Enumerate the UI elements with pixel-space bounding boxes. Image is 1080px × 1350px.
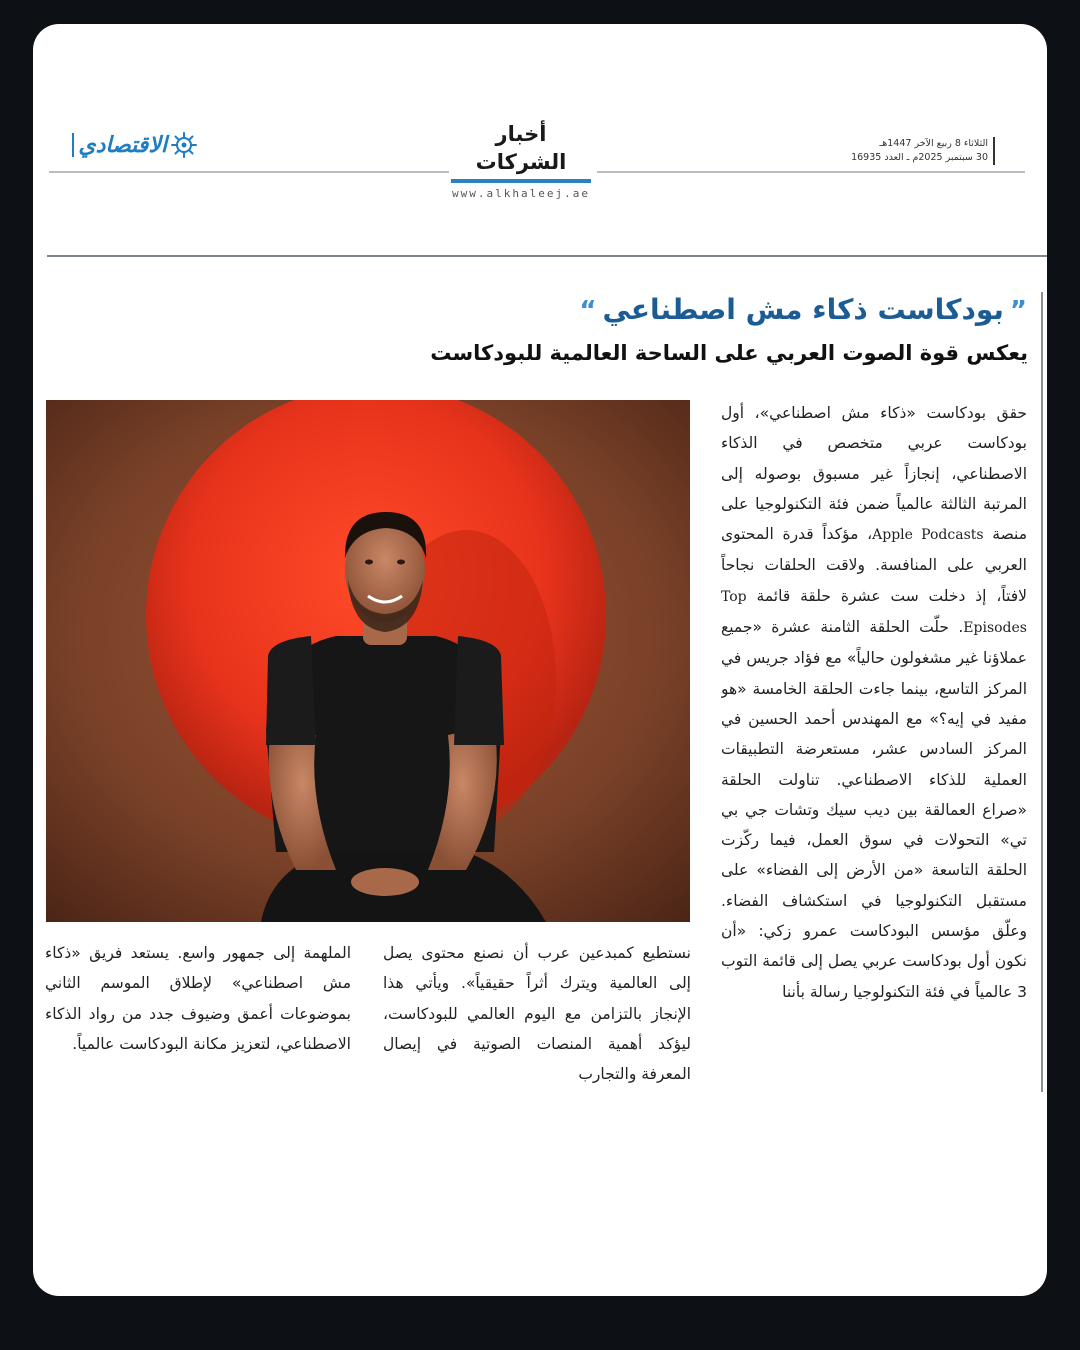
article-subheadline: يعكس قوة الصوت العربي على الساحة العالمية للبودكاست	[430, 341, 1028, 365]
section-title: أخبار الشركات	[451, 120, 591, 183]
site-url: www.alkhaleej.ae	[452, 187, 590, 200]
column-divider	[1041, 292, 1043, 1092]
newspaper-page	[33, 24, 1047, 1296]
gregorian-date-issue: 30 سبتمبر 2025م ـ العدد 16935	[851, 152, 988, 163]
hijri-date: الثلاثاء 8 ربيع الآخر 1447هـ	[879, 138, 988, 149]
article-photo	[46, 400, 690, 922]
masthead-divider	[47, 255, 1047, 257]
logo	[72, 132, 197, 158]
column-right-part-2: ، مؤكداً قدرة المحتوى العربي على المنافسة. ولاقت الحلقات نجاحاً لافتاً، إذ دخلت ست عشرة حلقة قائمة	[721, 525, 1027, 605]
article-column-left: الملهمة إلى جمهور واسع. يستعد فريق «ذكاء مش اصطناعي» لإطلاق الموسم الثاني بموضوعات أعمق وضيوف جدد من رواد الذكاء الاصطناعي، لتعزيز مكانة البودكاست عالمياً.	[45, 944, 351, 1053]
column-right-part-3: . حلّت الحلقة الثامنة عشرة «جميع عملاؤنا غير مشغولون حالياً» مع فؤاد جريس في المركز التاسع، بينما جاءت الحلقة الخامسة «هو مفيد في إيه؟» مع المهندس أحمد الحسين في المركز السادس عشر، مستعرضة التطبيقات العملية للذكاء الاصطناعي. تناولت الحلقة «صراع العمالقة بين ديب سيك وتشات جي بي تي» التحولات في سوق العمل، فيما ركّزت الحلقة التاسعة «من الأرض إلى الفضاء» على مستقبل التكنولوجيا في استكشاف الفضاء. وعلّق مؤسس البودكاست عمرو زكي: «أن نكون أول بودكاست عربي يصل إلى قائمة التوب 3 عالمياً في فئة التكنولوجيا رسالة بأننا	[721, 618, 1027, 1001]
masthead	[33, 24, 1047, 264]
article-column-right	[721, 398, 1027, 1088]
quote-close: “	[579, 296, 597, 326]
logo-text: الاقتصادي	[78, 132, 167, 158]
headline-text: بودكاست ذكاء مش اصطناعي	[602, 293, 1004, 326]
quote-open: ”	[1009, 296, 1027, 326]
top-episodes-term: Top Episodes	[721, 588, 1027, 637]
issue-date	[851, 137, 995, 165]
section-header	[451, 120, 591, 200]
logo-bar	[72, 133, 74, 157]
photo-illustration	[46, 400, 690, 922]
article-headline	[413, 290, 1033, 331]
column-right-part-1: حقق بودكاست «ذكاء مش اصطناعي»، أول بودكاست عربي متخصص في الذكاء الاصطناعي، إنجازاً غير مسبوق بوصوله إلى المرتبة الثالثة عالمياً ضمن فئة التكنولوجيا على منصة	[721, 404, 1027, 544]
article-column-middle: نستطيع كمبدعين عرب أن نصنع محتوى يصل إلى العالمية ويترك أثراً حقيقياً». ويأتي هذا الإنجاز بالتزامن مع اليوم العالمي للبودكاست، ليؤكد أهمية المنصات الصوتية في إيصال المعرفة والتجارب	[383, 944, 691, 1084]
header-rule-right	[597, 171, 1025, 173]
compass-icon	[171, 132, 197, 158]
header-rule-left	[49, 171, 449, 173]
apple-podcasts-term: Apple Podcasts	[872, 527, 984, 544]
